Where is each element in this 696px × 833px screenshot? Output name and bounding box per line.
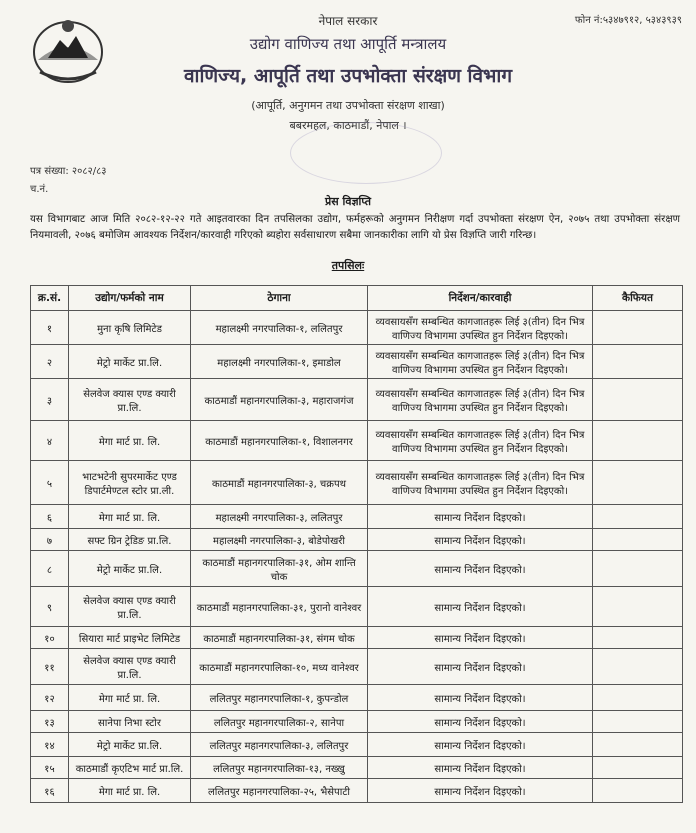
remarks-cell — [593, 421, 683, 461]
address-cell: काठमाडौं महानगरपालिका-३१, पुरानो वानेश्वर — [191, 587, 368, 627]
firm-name-cell: सानेपा निभा स्टोर — [69, 711, 191, 733]
remarks-cell — [593, 587, 683, 627]
remarks-cell — [593, 757, 683, 779]
ministry-title: उद्योग वाणिज्य तथा आपूर्ति मन्त्रालय — [249, 35, 447, 53]
header-serial: क्र.सं. — [31, 286, 69, 311]
action-cell: व्यवसायसँग सम्बन्धित कागजातहरू लिई ३(तीन) दिन भित्र वाणिज्य विभागमा उपस्थित हुन निर्देशन दिइएको। — [368, 345, 593, 379]
serial-cell: ३ — [31, 379, 69, 421]
remarks-cell — [593, 379, 683, 421]
header-action: निर्देशन/कारवाही — [368, 286, 593, 311]
firm-name-cell: सफ्ट ग्रिन ट्रेडिङ प्रा.लि. — [69, 529, 191, 551]
address-cell: काठमाडौं महानगरपालिका-३१, ओम शान्ति चोक — [191, 551, 368, 587]
firm-name-cell: मेट्रो मार्केट प्रा.लि. — [69, 733, 191, 757]
table-row — [31, 529, 683, 551]
office-address: बबरमहल, काठमाडौं, नेपाल । — [289, 119, 407, 132]
serial-cell: १२ — [31, 685, 69, 711]
serial-cell: ११ — [31, 649, 69, 685]
action-cell: व्यवसायसँग सम्बन्धित कागजातहरू लिई ३(तीन) दिन भित्र वाणिज्य विभागमा उपस्थित हुन निर्देशन दिइएको। — [368, 461, 593, 505]
serial-cell: २ — [31, 345, 69, 379]
firm-name-cell: मेगा मार्ट प्रा. लि. — [69, 505, 191, 529]
remarks-cell — [593, 529, 683, 551]
action-cell: सामान्य निर्देशन दिइएको। — [368, 733, 593, 757]
header-firm-name: उद्योग/फर्मको नाम — [69, 286, 191, 311]
reference-number: पत्र संख्या: २०८२/८३ — [30, 166, 107, 177]
serial-cell: १० — [31, 627, 69, 649]
serial-cell: १४ — [31, 733, 69, 757]
address-cell: ललितपुर महानगरपालिका-२, सानेपा — [191, 711, 368, 733]
address-cell: ललितपुर महानगरपालिका-१, कुपन्डोल — [191, 685, 368, 711]
table-row — [31, 627, 683, 649]
serial-cell: १३ — [31, 711, 69, 733]
action-cell: सामान्य निर्देशन दिइएको। — [368, 529, 593, 551]
government-title: नेपाल सरकार — [318, 14, 378, 28]
table-row — [31, 461, 683, 505]
table-row — [31, 757, 683, 779]
department-title: वाणिज्य, आपूर्ति तथा उपभोक्ता संरक्षण विभाग — [183, 65, 513, 87]
schedule-title: तपसिलः — [331, 259, 365, 272]
remarks-cell — [593, 311, 683, 345]
notice-body: यस विभागबाट आज मिति २०८२-१२-२२ गते आइतवारका दिन तपसिलका उद्योग, फर्महरूको अनुगमन निरीक्षण गर्दा उपभोक्ता संरक्षण ऐन, २०७५ तथा उपभोक्ता संरक्षण नियमावली, २०७६ बमोजिम आवश्यक निर्देशन/कारवाही गरिएको ब्यहोरा सर्वसाधारण सबैमा जानकारीका लागि यो प्रेस विज्ञप्ति जारी गरिन्छ। — [30, 214, 680, 241]
address-cell: ललितपुर महानगरपालिका-३, ललितपुर — [191, 733, 368, 757]
phone-number: फोन नं:५३४७९१२, ५३४३९३९ — [574, 15, 682, 26]
action-cell: सामान्य निर्देशन दिइएको। — [368, 685, 593, 711]
firm-name-cell: सेलवेज क्यास एण्ड क्यारी प्रा.लि. — [69, 649, 191, 685]
address-cell: महालक्ष्मी नगरपालिका-३, बोडेपोखरी — [191, 529, 368, 551]
action-cell: व्यवसायसँग सम्बन्धित कागजातहरू लिई ३(तीन) दिन भित्र वाणिज्य विभागमा उपस्थित हुन निर्देशन दिइएको। — [368, 311, 593, 345]
header-remarks: कैफियत — [593, 286, 683, 311]
header-address: ठेगाना — [191, 286, 368, 311]
serial-cell: ५ — [31, 461, 69, 505]
address-cell: महालक्ष्मी नगरपालिका-१, ललितपुर — [191, 311, 368, 345]
table-row — [31, 649, 683, 685]
firm-name-cell: सियारा मार्ट प्राइभेट लिमिटेड — [69, 627, 191, 649]
address-cell: काठमाडौं महानगरपालिका-३१, संगम चोक — [191, 627, 368, 649]
dispatch-number: च.नं. — [30, 184, 49, 195]
section-title: (आपूर्ति, अनुगमन तथा उपभोक्ता संरक्षण शाखा) — [251, 99, 445, 112]
action-cell: व्यवसायसँग सम्बन्धित कागजातहरू लिई ३(तीन) दिन भित्र वाणिज्य विभागमा उपस्थित हुन निर्देशन दिइएको। — [368, 421, 593, 461]
address-cell: काठमाडौं महानगरपालिका-१०, मध्य वानेश्वर — [191, 649, 368, 685]
firm-name-cell: मेट्रो मार्केट प्रा.लि. — [69, 551, 191, 587]
notice-title: प्रेस विज्ञप्ति — [324, 195, 372, 208]
serial-cell: ८ — [31, 551, 69, 587]
remarks-cell — [593, 345, 683, 379]
table-row — [31, 505, 683, 529]
action-cell: सामान्य निर्देशन दिइएको। — [368, 587, 593, 627]
address-cell: महालक्ष्मी नगरपालिका-१, इमाडोल — [191, 345, 368, 379]
remarks-cell — [593, 627, 683, 649]
table-row — [31, 345, 683, 379]
action-cell: सामान्य निर्देशन दिइएको। — [368, 711, 593, 733]
action-cell: सामान्य निर्देशन दिइएको। — [368, 757, 593, 779]
inspection-table — [30, 285, 683, 803]
action-cell: सामान्य निर्देशन दिइएको। — [368, 627, 593, 649]
firm-name-cell: मेगा मार्ट प्रा. लि. — [69, 685, 191, 711]
serial-cell: ४ — [31, 421, 69, 461]
table-row — [31, 379, 683, 421]
serial-cell: १५ — [31, 757, 69, 779]
address-cell: ललितपुर महानगरपालिका-१३, नख्खु — [191, 757, 368, 779]
firm-name-cell: काठमाडौं कृएटिभ मार्ट प्रा.लि. — [69, 757, 191, 779]
table-row — [31, 733, 683, 757]
remarks-cell — [593, 711, 683, 733]
firm-name-cell: मेगा मार्ट प्रा. लि. — [69, 779, 191, 803]
firm-name-cell: भाटभटेनी सुपरमार्केट एण्ड डिपार्टमेण्टल स्टोर प्रा.ली. — [69, 461, 191, 505]
remarks-cell — [593, 551, 683, 587]
firm-name-cell: सेलवेज क्यास एण्ड क्यारी प्रा.लि. — [69, 379, 191, 421]
table-header-row — [31, 286, 683, 311]
table-row — [31, 711, 683, 733]
firm-name-cell: मेट्रो मार्केट प्रा.लि. — [69, 345, 191, 379]
serial-cell: ७ — [31, 529, 69, 551]
address-cell: ललितपुर महानगरपालिका-२५, भैसेपाटी — [191, 779, 368, 803]
firm-name-cell: सेलवेज क्यास एण्ड क्यारी प्रा.लि. — [69, 587, 191, 627]
serial-cell: ९ — [31, 587, 69, 627]
remarks-cell — [593, 733, 683, 757]
firm-name-cell: मेगा मार्ट प्रा. लि. — [69, 421, 191, 461]
table-row — [31, 685, 683, 711]
remarks-cell — [593, 649, 683, 685]
remarks-cell — [593, 461, 683, 505]
serial-cell: ६ — [31, 505, 69, 529]
action-cell: सामान्य निर्देशन दिइएको। — [368, 649, 593, 685]
serial-cell: १६ — [31, 779, 69, 803]
table-row — [31, 421, 683, 461]
remarks-cell — [593, 505, 683, 529]
address-cell: काठमाडौं महानगरपालिका-१, विशालनगर — [191, 421, 368, 461]
remarks-cell — [593, 779, 683, 803]
table-row — [31, 311, 683, 345]
serial-cell: १ — [31, 311, 69, 345]
address-cell: काठमाडौं महानगरपालिका-३, चक्रपथ — [191, 461, 368, 505]
remarks-cell — [593, 685, 683, 711]
table-row — [31, 779, 683, 803]
action-cell: सामान्य निर्देशन दिइएको। — [368, 505, 593, 529]
table-row — [31, 551, 683, 587]
office-seal-stamp — [290, 122, 442, 184]
address-cell: काठमाडौं महानगरपालिका-३, महाराजगंज — [191, 379, 368, 421]
firm-name-cell: मुना कृषि लिमिटेड — [69, 311, 191, 345]
action-cell: व्यवसायसँग सम्बन्धित कागजातहरू लिई ३(तीन) दिन भित्र वाणिज्य विभागमा उपस्थित हुन निर्देशन दिइएको। — [368, 379, 593, 421]
action-cell: सामान्य निर्देशन दिइएको। — [368, 551, 593, 587]
action-cell: सामान्य निर्देशन दिइएको। — [368, 779, 593, 803]
table-row — [31, 587, 683, 627]
address-cell: महालक्ष्मी नगरपालिका-३, ललितपुर — [191, 505, 368, 529]
